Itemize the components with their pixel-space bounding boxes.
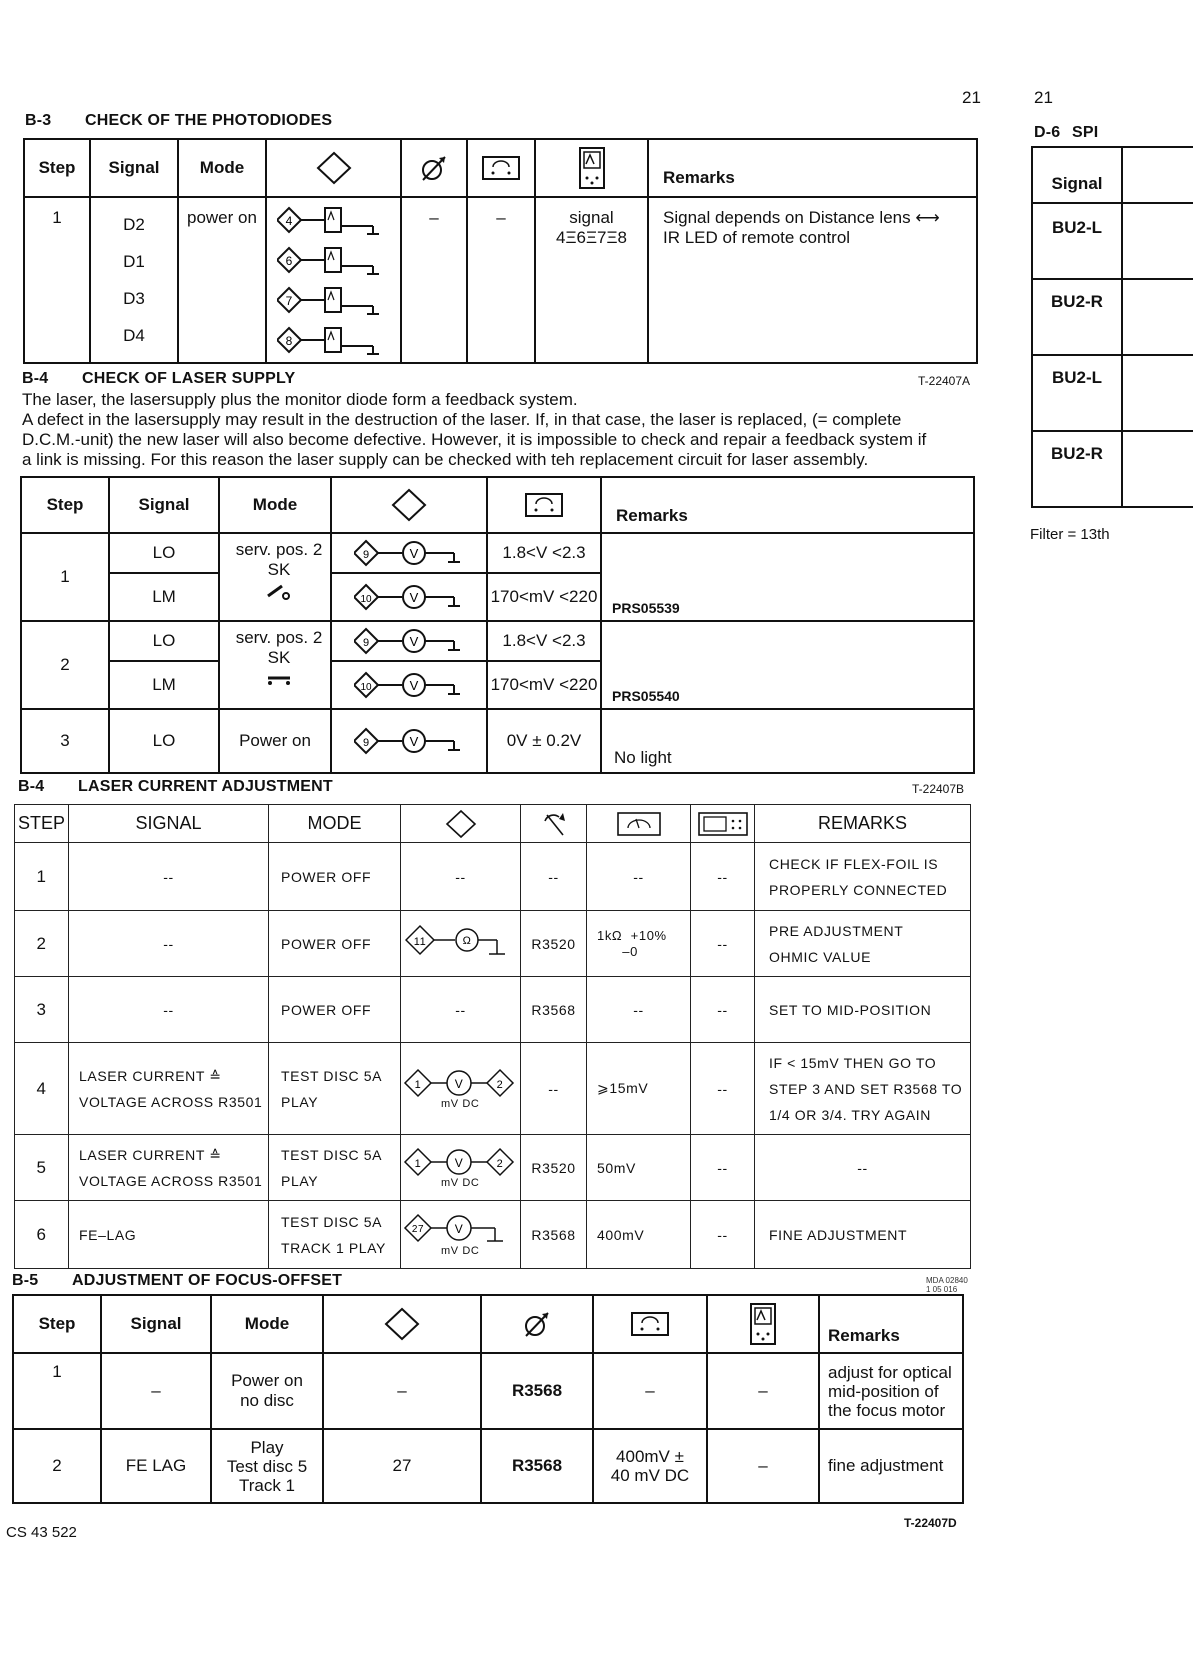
b4b-value: 1kΩ +10% –0 xyxy=(587,911,691,977)
svg-text:Ω: Ω xyxy=(462,934,472,947)
b3-voltage: – xyxy=(467,197,535,363)
d6-table xyxy=(1031,146,1193,508)
svg-text:V: V xyxy=(454,1076,464,1091)
b4b-adjust: R3520 xyxy=(521,1135,587,1201)
oscilloscope-icon xyxy=(691,805,755,843)
b4a-paragraph xyxy=(22,390,982,470)
b4a-header-remarks: Remarks xyxy=(601,477,974,533)
oscilloscope-icon xyxy=(535,139,648,197)
b4b-value: ⩾15mV xyxy=(587,1043,691,1135)
b4a-title: CHECK OF LASER SUPPLY xyxy=(82,370,296,387)
b4a-remarks: PRS05539 xyxy=(601,533,974,621)
svg-text:V: V xyxy=(454,1221,464,1236)
mode-text: serv. pos. 2 SK xyxy=(235,540,323,579)
probe-pin-8 xyxy=(277,328,379,354)
b5-header-remarks: Remarks xyxy=(819,1295,963,1353)
pin-label: 11 xyxy=(413,935,427,948)
pin-label: 7 xyxy=(285,294,293,308)
b5-signal: – xyxy=(101,1353,211,1429)
b4b-header-remarks: REMARKS xyxy=(755,805,971,843)
b4a-header-mode: Mode xyxy=(219,477,331,533)
b4b-remarks: -- xyxy=(755,1135,971,1201)
filter-note: Filter = 13th xyxy=(1030,526,1110,543)
b5-adjust: R3568 xyxy=(481,1429,593,1503)
b4b-tag: MDA 02840 1 05 016 xyxy=(926,1276,968,1294)
multimeter-icon xyxy=(487,477,601,533)
b4a-value: 170<mV <220 xyxy=(487,573,601,621)
b3-table xyxy=(23,138,978,364)
b5-table xyxy=(12,1294,964,1504)
page-number-right: 21 xyxy=(1034,88,1053,107)
b3-signal: D4 xyxy=(123,326,145,345)
adjust-icon xyxy=(521,805,587,843)
b4b-scope: -- xyxy=(691,911,755,977)
pin-label: 10 xyxy=(360,594,372,605)
b5-heading xyxy=(12,1272,342,1290)
b4b-signal: -- xyxy=(69,911,269,977)
b3-header-signal: Signal xyxy=(90,139,178,197)
unit-label: mV DC xyxy=(441,1244,480,1257)
b4a-probe xyxy=(331,621,487,661)
probe-pin-4 xyxy=(277,208,379,234)
paragraph-line: a link is missing. For this reason the laser supply can be checked with teh replacement circuit for laser assembly. xyxy=(22,450,869,469)
b5-scope: – xyxy=(707,1429,819,1503)
d6-heading xyxy=(1034,124,1098,142)
paragraph-line: D.C.M.-unit) the new laser will also become defective. However, it is impossible to check and repair a feedback system if xyxy=(22,430,927,449)
diamond-icon xyxy=(323,1295,481,1353)
b3-adjust: – xyxy=(401,197,467,363)
ohmmeter-probe-icon xyxy=(405,922,509,966)
b4b-step: 5 xyxy=(15,1135,69,1201)
b5-remarks: adjust for optical mid-position of the focus motor xyxy=(819,1353,963,1429)
b4b-remarks: IF < 15mV THEN GO TO STEP 3 AND SET R3568 TO 1/4 OR 3/4. TRY AGAIN xyxy=(755,1043,971,1135)
b5-probe: – xyxy=(323,1353,481,1429)
b4b-adjust: R3568 xyxy=(521,1201,587,1269)
probe-pin-7 xyxy=(277,288,379,314)
switch-closed-icon xyxy=(264,670,294,688)
b4b-remarks: PRE ADJUSTMENT OHMIC VALUE xyxy=(755,911,971,977)
b4a-value: 170<mV <220 xyxy=(487,661,601,709)
multimeter-icon xyxy=(587,805,691,843)
b4b-adjust: -- xyxy=(521,843,587,911)
b4b-step: 4 xyxy=(15,1043,69,1135)
oscilloscope-icon xyxy=(707,1295,819,1353)
b4b-value: 50mV xyxy=(587,1135,691,1201)
b5-remarks: fine adjustment xyxy=(819,1429,963,1503)
b4a-signal: LO xyxy=(109,621,219,661)
pin-label: 27 xyxy=(411,1223,425,1235)
d6-signal: BU2-R xyxy=(1032,431,1122,507)
b4a-header-signal: Signal xyxy=(109,477,219,533)
voltmeter-probe-icon xyxy=(354,626,464,656)
b4b-scope: -- xyxy=(691,843,755,911)
b4b-header-step: STEP xyxy=(15,805,69,843)
b4a-signal: LM xyxy=(109,661,219,709)
unit-label: mV DC xyxy=(441,1097,480,1110)
b5-header-mode: Mode xyxy=(211,1295,323,1353)
b3-title: CHECK OF THE PHOTODIODES xyxy=(85,112,333,129)
svg-text:1: 1 xyxy=(414,1078,422,1091)
d6-signal: BU2-R xyxy=(1032,279,1122,355)
b4b-value: -- xyxy=(587,843,691,911)
svg-text:V: V xyxy=(409,590,419,605)
b3-pins xyxy=(266,197,401,363)
b3-step: 1 xyxy=(24,197,90,363)
paragraph-line: A defect in the lasersupply may result in the destruction of the laser. If, in that case, the laser is replaced, (= complete xyxy=(22,410,902,429)
multimeter-icon xyxy=(593,1295,707,1353)
b4b-step: 1 xyxy=(15,843,69,911)
b4b-scope: -- xyxy=(691,1043,755,1135)
b4b-step: 3 xyxy=(15,977,69,1043)
b4b-signal: LASER CURRENT ≙ VOLTAGE ACROSS R3501 xyxy=(69,1135,269,1201)
b4a-probe xyxy=(331,709,487,773)
b4a-signal: LO xyxy=(109,533,219,573)
b4b-header-signal: SIGNAL xyxy=(69,805,269,843)
differential-voltmeter-icon xyxy=(403,1147,515,1177)
b4b-signal: -- xyxy=(69,843,269,911)
voltmeter-probe-icon xyxy=(354,582,464,612)
pin-label: 6 xyxy=(285,254,293,268)
svg-text:V: V xyxy=(409,678,419,693)
b4b-header-mode: MODE xyxy=(269,805,401,843)
b5-mode: Power on no disc xyxy=(211,1353,323,1429)
b5-value: – xyxy=(593,1353,707,1429)
b4b-mode: TEST DISC 5A PLAY xyxy=(269,1043,401,1135)
b4b-probe xyxy=(401,1135,521,1201)
b4a-table xyxy=(20,476,975,774)
svg-text:2: 2 xyxy=(496,1078,504,1091)
b3-header-remarks: Remarks xyxy=(648,139,977,197)
pin-label: 4 xyxy=(285,214,293,228)
b5-signal: FE LAG xyxy=(101,1429,211,1503)
b4b-adjust: R3568 xyxy=(521,977,587,1043)
b3-scope: signal 4Ξ6Ξ7Ξ8 xyxy=(535,197,648,363)
svg-text:V: V xyxy=(409,734,419,749)
b5-scope: – xyxy=(707,1353,819,1429)
b3-header-step: Step xyxy=(24,139,90,197)
b4b-step: 6 xyxy=(15,1201,69,1269)
b4a-value: 1.8<V <2.3 xyxy=(487,621,601,661)
svg-text:V: V xyxy=(454,1155,464,1170)
diamond-icon xyxy=(401,805,521,843)
b3-signal: D2 xyxy=(123,215,145,234)
b4a-header-step: Step xyxy=(21,477,109,533)
page-number-left: 21 xyxy=(962,88,981,107)
b3-mode: power on xyxy=(178,197,266,363)
b4b-scope: -- xyxy=(691,1135,755,1201)
voltmeter-probe-icon xyxy=(354,538,464,568)
differential-voltmeter-icon xyxy=(403,1068,515,1098)
b4b-scope: -- xyxy=(691,1201,755,1269)
b4a-number: B-4 xyxy=(22,370,49,387)
b4b-value: -- xyxy=(587,977,691,1043)
voltmeter-probe-icon xyxy=(354,670,464,700)
b3-signals xyxy=(90,197,178,363)
b4a-mode: Power on xyxy=(219,709,331,773)
b4a-tag: T-22407B xyxy=(912,782,965,796)
b5-header-step: Step xyxy=(13,1295,101,1353)
b4b-mode: POWER OFF xyxy=(269,977,401,1043)
b5-probe: 27 xyxy=(323,1429,481,1503)
voltmeter-probe-icon xyxy=(354,726,464,756)
b5-value: 400mV ± 40 mV DC xyxy=(593,1429,707,1503)
pin-label: 9 xyxy=(362,737,370,749)
b4b-remarks: CHECK IF FLEX-FOIL IS PROPERLY CONNECTED xyxy=(755,843,971,911)
pin-label: 10 xyxy=(360,682,372,693)
b4b-remarks: FINE ADJUSTMENT xyxy=(755,1201,971,1269)
d6-number: D-6 xyxy=(1034,124,1061,141)
d6-signal: BU2-L xyxy=(1032,355,1122,431)
b4b-mode: TEST DISC 5A TRACK 1 PLAY xyxy=(269,1201,401,1269)
b4b-mode: POWER OFF xyxy=(269,911,401,977)
b4b-probe xyxy=(401,1201,521,1269)
b4a-value: 0V ± 0.2V xyxy=(487,709,601,773)
footer-code: CS 43 522 xyxy=(6,1524,77,1541)
b4b-remarks: SET TO MID-POSITION xyxy=(755,977,971,1043)
adjust-icon xyxy=(481,1295,593,1353)
b4a-value: 1.8<V <2.3 xyxy=(487,533,601,573)
b3-signal: D1 xyxy=(123,252,145,271)
b4b-adjust: -- xyxy=(521,1043,587,1135)
b4a-step: 2 xyxy=(21,621,109,709)
b4b-probe xyxy=(401,1043,521,1135)
b5-step: 1 xyxy=(13,1353,101,1429)
b4b-probe: -- xyxy=(401,977,521,1043)
b5-mode: Play Test disc 5 Track 1 xyxy=(211,1429,323,1503)
b4a-signal: LO xyxy=(109,709,219,773)
b5-tag: T-22407D xyxy=(904,1516,957,1530)
b4b-step: 2 xyxy=(15,911,69,977)
b4b-signal: LASER CURRENT ≙ VOLTAGE ACROSS R3501 xyxy=(69,1043,269,1135)
probe-diagram xyxy=(277,202,397,362)
d6-header-signal: Signal xyxy=(1032,147,1122,203)
b4a-signal: LM xyxy=(109,573,219,621)
mode-text: serv. pos. 2 SK xyxy=(235,628,323,667)
svg-text:2: 2 xyxy=(496,1157,504,1170)
svg-text:V: V xyxy=(409,634,419,649)
b4a-mode xyxy=(219,621,331,709)
b4b-title: LASER CURRENT ADJUSTMENT xyxy=(78,778,333,795)
svg-text:V: V xyxy=(409,546,419,561)
pin-label: 9 xyxy=(362,549,370,561)
b5-header-signal: Signal xyxy=(101,1295,211,1353)
b4b-signal: FE–LAG xyxy=(69,1201,269,1269)
pin-label: 9 xyxy=(362,637,370,649)
b4a-remarks: No light xyxy=(601,709,974,773)
paragraph-line: The laser, the lasersupply plus the monitor diode form a feedback system. xyxy=(22,390,578,409)
b3-header-mode: Mode xyxy=(178,139,266,197)
b4b-number: B-4 xyxy=(18,778,45,795)
b4b-value: 400mV xyxy=(587,1201,691,1269)
b4b-adjust: R3520 xyxy=(521,911,587,977)
b4a-probe xyxy=(331,573,487,621)
b4a-mode xyxy=(219,533,331,621)
b4a-heading xyxy=(22,370,295,388)
b3-number: B-3 xyxy=(25,112,52,129)
adjust-icon xyxy=(401,139,467,197)
b5-step: 2 xyxy=(13,1429,101,1503)
b4a-step: 1 xyxy=(21,533,109,621)
d6-title: SPI xyxy=(1072,124,1099,141)
b4b-mode: POWER OFF xyxy=(269,843,401,911)
diamond-icon xyxy=(331,477,487,533)
b4b-signal: -- xyxy=(69,977,269,1043)
b4a-remarks: PRS05540 xyxy=(601,621,974,709)
b5-title: ADJUSTMENT OF FOCUS-OFFSET xyxy=(72,1272,343,1289)
multimeter-icon xyxy=(467,139,535,197)
svg-text:1: 1 xyxy=(414,1157,422,1170)
voltmeter-probe-icon xyxy=(403,1213,515,1245)
b3-signal: D3 xyxy=(123,289,145,308)
diamond-icon xyxy=(266,139,401,197)
b4b-mode: TEST DISC 5A PLAY xyxy=(269,1135,401,1201)
b4b-probe: -- xyxy=(401,843,521,911)
b4b-scope: -- xyxy=(691,977,755,1043)
b4a-probe xyxy=(331,533,487,573)
b3-heading xyxy=(25,112,332,130)
b4b-heading xyxy=(18,778,333,796)
b4a-step: 3 xyxy=(21,709,109,773)
unit-label: mV DC xyxy=(441,1176,480,1189)
b4a-probe xyxy=(331,661,487,709)
probe-pin-6 xyxy=(277,248,379,274)
b5-adjust: R3568 xyxy=(481,1353,593,1429)
b4b-table xyxy=(14,804,971,1269)
b5-number: B-5 xyxy=(12,1272,39,1289)
switch-open-icon xyxy=(264,582,294,600)
d6-signal: BU2-L xyxy=(1032,203,1122,279)
b3-tag: T-22407A xyxy=(918,374,971,388)
b4b-probe xyxy=(401,911,521,977)
pin-label: 8 xyxy=(285,334,293,348)
b3-remarks: Signal depends on Distance lens ⟷ IR LED of remote control xyxy=(648,197,977,363)
